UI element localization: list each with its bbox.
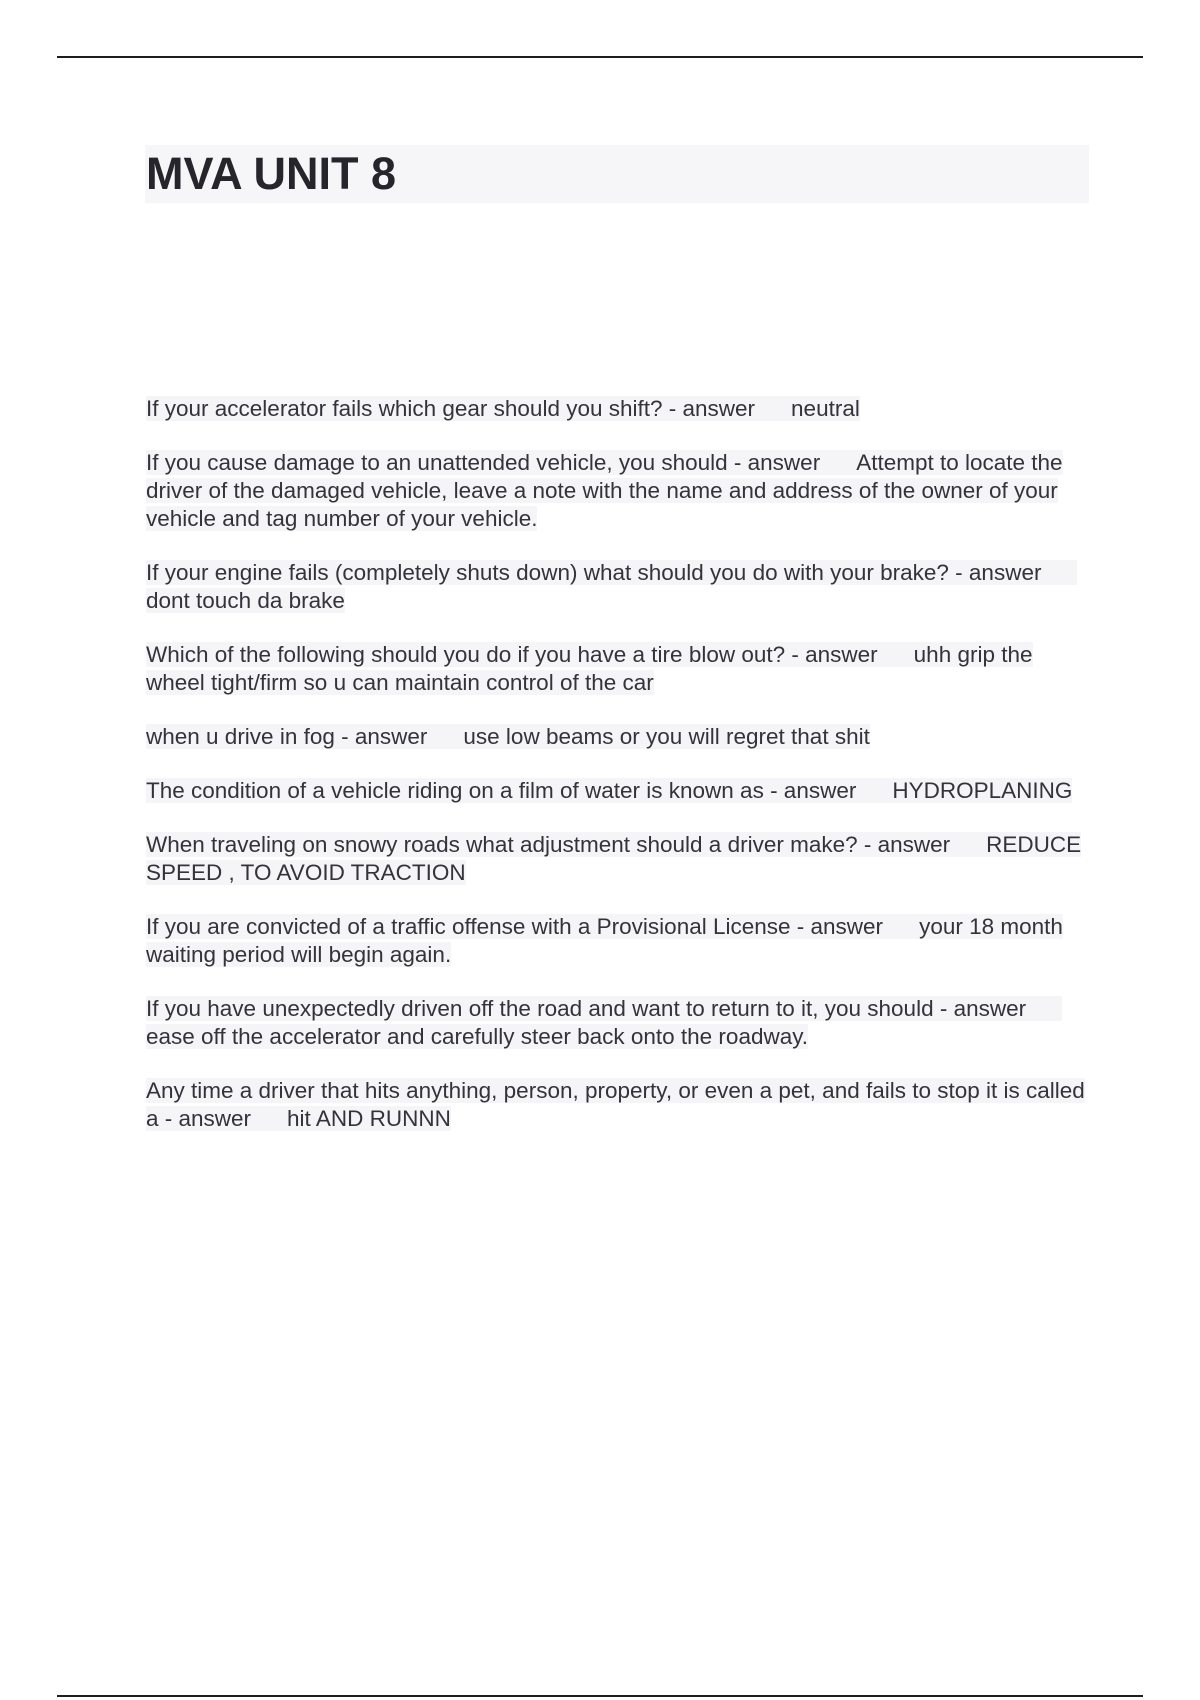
qa-answer: HYDROPLANING xyxy=(892,778,1073,803)
qa-text xyxy=(146,724,870,749)
qa-question: The condition of a vehicle riding on a film of water is known as - answer xyxy=(146,778,857,803)
qa-text xyxy=(146,450,1063,531)
qa-answer: use low beams or you will regret that shit xyxy=(463,724,870,749)
qa-item xyxy=(146,777,1090,805)
qa-item xyxy=(146,913,1090,969)
qa-answer: REDUCE SPEED , TO AVOID TRACTION xyxy=(146,832,1082,885)
qa-question: when u drive in fog - answer xyxy=(146,724,428,749)
qa-question: When traveling on snowy roads what adjustment should a driver make? - answer xyxy=(146,832,951,857)
qa-item xyxy=(146,831,1090,887)
qa-question: If you are convicted of a traffic offense with a Provisional License - answer xyxy=(146,914,884,939)
qa-answer: hit AND RUNNN xyxy=(287,1106,451,1131)
qa-text xyxy=(146,396,860,421)
qa-answer: neutral xyxy=(791,396,860,421)
qa-question: Any time a driver that hits anything, person, property, or even a pet, and fails to stop it is called a - answer xyxy=(146,1078,1085,1131)
qa-item xyxy=(146,559,1090,615)
qa-question: Which of the following should you do if you have a tire blow out? - answer xyxy=(146,642,878,667)
qa-answer: uhh grip the wheel tight/firm so u can maintain control of the car xyxy=(146,642,1033,695)
document-title: MVA UNIT 8 xyxy=(146,148,397,199)
qa-text xyxy=(146,996,1062,1049)
qa-question: If you have unexpectedly driven off the road and want to return to it, you should - answer xyxy=(146,996,1027,1021)
qa-item xyxy=(146,641,1090,697)
qa-item xyxy=(146,995,1090,1051)
qa-item xyxy=(146,395,1090,423)
qa-question: If your accelerator fails which gear should you shift? - answer xyxy=(146,396,756,421)
qa-text xyxy=(146,560,1077,613)
qa-text xyxy=(146,778,1072,803)
qa-text xyxy=(146,832,1081,885)
top-rule xyxy=(57,56,1143,58)
qa-answer: dont touch da brake xyxy=(146,588,345,613)
qa-answer: Attempt to locate the driver of the damaged vehicle, leave a note with the name and address of the owner of your vehicle and tag number of your vehicle. xyxy=(146,450,1063,531)
qa-answer: ease off the accelerator and carefully steer back onto the roadway. xyxy=(146,1024,809,1049)
qa-item xyxy=(146,449,1090,533)
qa-list xyxy=(146,395,1090,1159)
bottom-rule xyxy=(57,1695,1143,1697)
qa-answer: your 18 month waiting period will begin again. xyxy=(146,914,1063,967)
qa-text xyxy=(146,914,1063,967)
qa-item xyxy=(146,723,1090,751)
qa-text xyxy=(146,1078,1085,1131)
qa-question: If your engine fails (completely shuts down) what should you do with your brake? - answer xyxy=(146,560,1042,585)
qa-question: If you cause damage to an unattended vehicle, you should - answer xyxy=(146,450,821,475)
qa-text xyxy=(146,642,1033,695)
qa-item xyxy=(146,1077,1090,1133)
